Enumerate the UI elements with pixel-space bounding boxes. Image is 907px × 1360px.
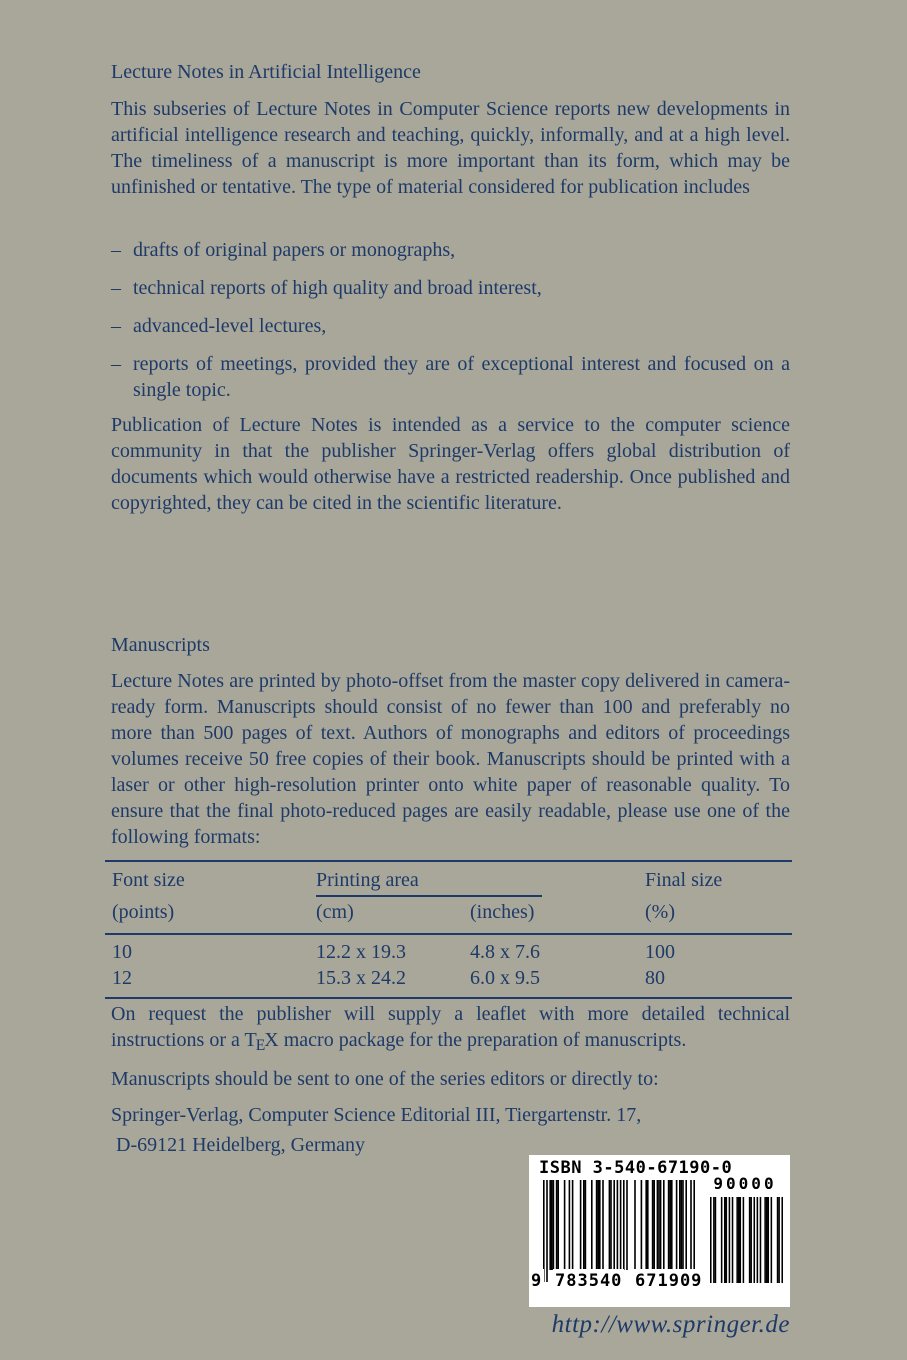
format-table (105, 860, 792, 999)
publisher-address (111, 1100, 790, 1160)
cell-inches: 6.0 x 9.5 (470, 967, 540, 989)
dash-marker: – (111, 239, 121, 261)
header-cm: (cm) (316, 901, 354, 923)
dash-marker: – (111, 353, 121, 375)
tex-logo: $T_EX$ (244, 1029, 279, 1055)
header-final-size: Final size (%) (645, 869, 723, 923)
list-item-text: technical reports of high quality and broad interest, (133, 277, 542, 299)
table-row (105, 965, 792, 991)
list-item-text: reports of meetings, provided they are of exceptional interest and focused on a single topic. (133, 353, 790, 401)
table-header (105, 862, 792, 933)
request-paragraph: On request the publisher will supply a leaflet with more detailed technical instructions or a $T_EX$ macro package for the preparation of manuscripts. (111, 1003, 790, 1055)
table-bottom-rule (105, 997, 792, 999)
series-title: Lecture Notes in Artificial Intelligence (111, 61, 421, 83)
address-line: D-69121 Heidelberg, Germany (116, 1134, 366, 1156)
list-item (111, 275, 790, 301)
table-body (105, 935, 792, 997)
publisher-url: http://www.springer.de (551, 1311, 790, 1338)
list-item (111, 313, 790, 339)
intro-paragraph: This subseries of Lecture Notes in Computer Science reports new developments in artificial intelligence research and teaching, quickly, informally, and at a high level. The timeliness of a manuscript is more important than its form, which may be unfinished or tentative. The type of material considered for publication includes (111, 98, 790, 198)
manuscripts-paragraph: Lecture Notes are printed by photo-offset from the master copy delivered in camera-ready form. Manuscripts should consist of no fewer than 100 and preferably no more than 500 pages of text. Authors of monographs and editors of proceedings volumes receive 50 free copies of their book. Manuscripts should be printed with a laser or other high-resolution printer onto white paper of reasonable quality. To ensure that the final photo-reduced pages are easily readable, please use one of the following formats: (111, 670, 790, 848)
manuscripts-heading: Manuscripts (111, 634, 210, 656)
publication-types-list (111, 237, 790, 415)
cell-cm: 15.3 x 24.2 (316, 967, 406, 989)
ean13-barcode-icon (543, 1180, 695, 1282)
isbn-number: ISBN 3-540-67190-0 (539, 1158, 733, 1178)
address-line: Springer-Verlag, Computer Science Editorial III, Tiergartenstr. 17, (111, 1104, 642, 1126)
dash-marker: – (111, 315, 121, 337)
list-item (111, 351, 790, 403)
cell-final-size: 80 (645, 967, 665, 989)
send-to-paragraph: Manuscripts should be sent to one of the series editors or directly to: (111, 1068, 659, 1090)
cell-font-size: 12 (112, 967, 132, 989)
list-item-text: drafts of original papers or monographs, (133, 239, 456, 261)
header-inches: (inches) (470, 901, 535, 923)
dash-marker: – (111, 277, 121, 299)
isbn-barcode-panel: ISBN 3-540-67190-0 9 783540 671909 90000 (529, 1155, 790, 1307)
price-supplement-code: 90000 (713, 1174, 777, 1193)
list-item (111, 237, 790, 263)
list-item-text: advanced-level lectures, (133, 315, 327, 337)
cell-inches: 4.8 x 7.6 (470, 941, 540, 963)
publication-paragraph: Publication of Lecture Notes is intended as a service to the computer science community in that the publisher Springer-Verlag offers global distribution of documents which would otherwise have a restricted readership. Once published and copyrighted, they can be cited in the scientific literature. (111, 414, 790, 514)
header-font-size: Font size (points) (112, 869, 185, 923)
cell-font-size: 10 (112, 941, 132, 963)
header-printing-area: Printing area (cm) (inches) (316, 869, 646, 927)
cell-final-size: 100 (645, 941, 675, 963)
table-row (105, 939, 792, 965)
cell-cm: 12.2 x 19.3 (316, 941, 406, 963)
ean5-barcode-icon (710, 1197, 783, 1283)
